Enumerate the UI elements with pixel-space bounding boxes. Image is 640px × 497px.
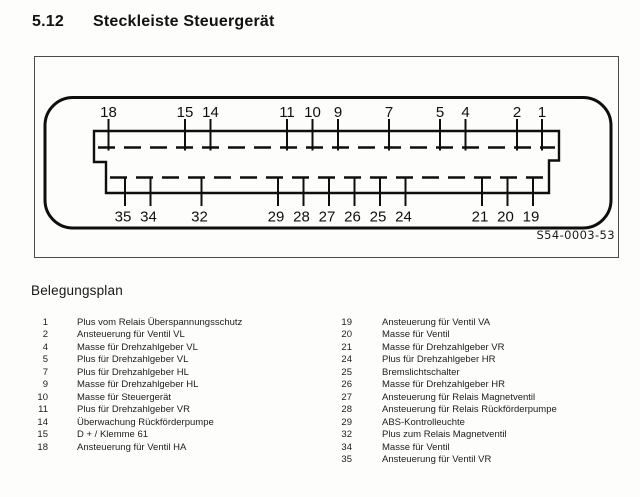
pin-number-label: 24 — [395, 208, 412, 226]
pin-number: 29 — [341, 416, 352, 428]
pin-function-label: Plus für Drehzahlgeber HL — [77, 366, 189, 378]
assignment-row — [30, 329, 325, 341]
assignment-row — [334, 417, 634, 429]
pin-number: 19 — [341, 317, 352, 328]
pin-function-label: Plus für Drehzahlgeber HR — [382, 354, 496, 366]
pin-number: 2 — [42, 329, 48, 341]
pin-number-label: 1 — [537, 104, 547, 121]
assignment-row — [334, 454, 634, 466]
pin-number-label: 7 — [384, 104, 394, 121]
pin-number-label: 4 — [461, 104, 470, 121]
pin-function-label: Bremslichtschalter — [382, 366, 460, 378]
assignment-row — [334, 317, 634, 329]
assignment-row — [334, 329, 634, 341]
pin-number: 5 — [42, 354, 48, 366]
pin-number: 27 — [341, 391, 352, 403]
assignment-row — [30, 367, 325, 379]
figure-code: S54-0003-53 — [536, 228, 615, 242]
assignment-row — [30, 442, 325, 454]
bottom-pin-callouts — [115, 177, 540, 226]
pin-number: 21 — [341, 341, 352, 353]
page-title: Steckleiste Steuergerät — [92, 13, 275, 30]
assignment-column-right — [334, 317, 634, 466]
section-heading — [32, 13, 275, 31]
pin-function-label: Ansteuerung für Ventil HA — [77, 441, 187, 453]
pin-number-label: 10 — [304, 104, 321, 121]
assignment-row — [30, 342, 325, 354]
pin-function-label: Ansteuerung für Ventil VA — [382, 317, 491, 328]
pin-number: 15 — [37, 429, 48, 441]
pin-function-label: Masse für Ventil — [382, 329, 450, 341]
pin-number-label: 20 — [497, 208, 514, 226]
pin-function-label: Ansteuerung für Relais Magnetventil — [382, 391, 536, 403]
assignment-row — [334, 392, 634, 404]
terminal-strip-outline — [94, 131, 559, 193]
assignment-row — [334, 442, 634, 454]
assignment-row — [334, 342, 634, 354]
assignment-row — [30, 404, 325, 416]
assignment-row — [30, 317, 325, 329]
assignment-list-heading: Belegungsplan — [31, 283, 123, 298]
pin-number-label: 25 — [369, 208, 387, 226]
pin-number-label: 32 — [191, 208, 208, 226]
pin-function-label: Plus für Drehzahlgeber VR — [77, 404, 190, 416]
pin-function-label: Ansteuerung für Relais Rückförderpumpe — [382, 404, 557, 416]
pin-number: 26 — [341, 379, 352, 391]
pin-number: 11 — [38, 404, 48, 416]
pin-number: 20 — [341, 329, 352, 341]
pin-function-label: Überwachung Rückförderpumpe — [77, 416, 214, 428]
pin-function-label: Masse für Drehzahlgeber HL — [77, 379, 199, 391]
pin-function-label: Masse für Steuergerät — [77, 391, 171, 403]
pin-number: 35 — [341, 453, 352, 465]
assignment-row — [30, 417, 325, 429]
assignment-row — [30, 379, 325, 391]
pin-number-label: 15 — [176, 104, 194, 121]
pin-number: 32 — [341, 429, 352, 441]
assignment-row — [30, 354, 325, 366]
top-pin-callouts — [100, 104, 546, 151]
pin-number-label: 26 — [344, 208, 361, 226]
assignment-row — [30, 392, 325, 404]
pin-number: 18 — [37, 441, 48, 453]
pin-number: 14 — [37, 416, 48, 428]
pin-function-label: Masse für Drehzahlgeber VL — [77, 341, 198, 353]
pin-number: 28 — [341, 404, 352, 416]
assignment-row — [30, 429, 325, 441]
pin-function-label: Masse für Ventil — [382, 441, 450, 453]
pin-function-label: D + / Klemme 61 — [77, 429, 149, 441]
section-number: 5.12 — [32, 13, 64, 30]
pin-number: 7 — [42, 366, 48, 378]
pin-number: 10 — [37, 391, 48, 403]
pin-number: 4 — [42, 341, 48, 353]
assignment-row — [334, 354, 634, 366]
pin-function-label: Masse für Drehzahlgeber HR — [382, 379, 506, 391]
pin-number-label: 18 — [100, 104, 117, 121]
connector-figure — [34, 56, 619, 258]
pin-number: 25 — [341, 366, 352, 378]
pin-function-label: Ansteuerung für Ventil VR — [382, 453, 492, 465]
pin-function-label: Plus für Drehzahlgeber VL — [77, 354, 189, 366]
pin-number-label: 35 — [114, 208, 132, 226]
pin-number-label: 2 — [512, 104, 522, 121]
assignment-row — [334, 404, 634, 416]
pin-number-label: 34 — [140, 208, 157, 226]
pin-number-label: 19 — [522, 208, 540, 226]
pin-number-label: 9 — [333, 104, 343, 121]
assignment-row — [334, 429, 634, 441]
pin-number: 24 — [341, 354, 352, 366]
pin-function-label: Plus vom Relais Überspannungsschutz — [77, 317, 243, 328]
pin-number: 9 — [42, 379, 48, 391]
pin-function-label: Ansteuerung für Ventil VL — [77, 329, 185, 341]
pin-number: 34 — [341, 441, 352, 453]
pin-function-label: Masse für Drehzahlgeber VR — [382, 341, 505, 353]
pin-number-label: 28 — [293, 208, 310, 226]
pin-number: 1 — [42, 317, 48, 328]
pin-number-label: 29 — [267, 208, 285, 226]
pin-function-label: ABS-Kontrolleuchte — [382, 416, 465, 428]
assignment-column-left — [30, 317, 325, 454]
pin-number-label: 21 — [471, 208, 489, 226]
pin-number-label: 5 — [435, 104, 445, 121]
pin-function-label: Plus zum Relais Magnetventil — [382, 429, 507, 441]
pin-number-label: 11 — [279, 104, 295, 121]
pin-number-label: 14 — [202, 104, 219, 121]
connector-diagram — [35, 57, 618, 257]
assignment-row — [334, 367, 634, 379]
pin-number-label: 27 — [318, 208, 336, 226]
assignment-row — [334, 379, 634, 391]
